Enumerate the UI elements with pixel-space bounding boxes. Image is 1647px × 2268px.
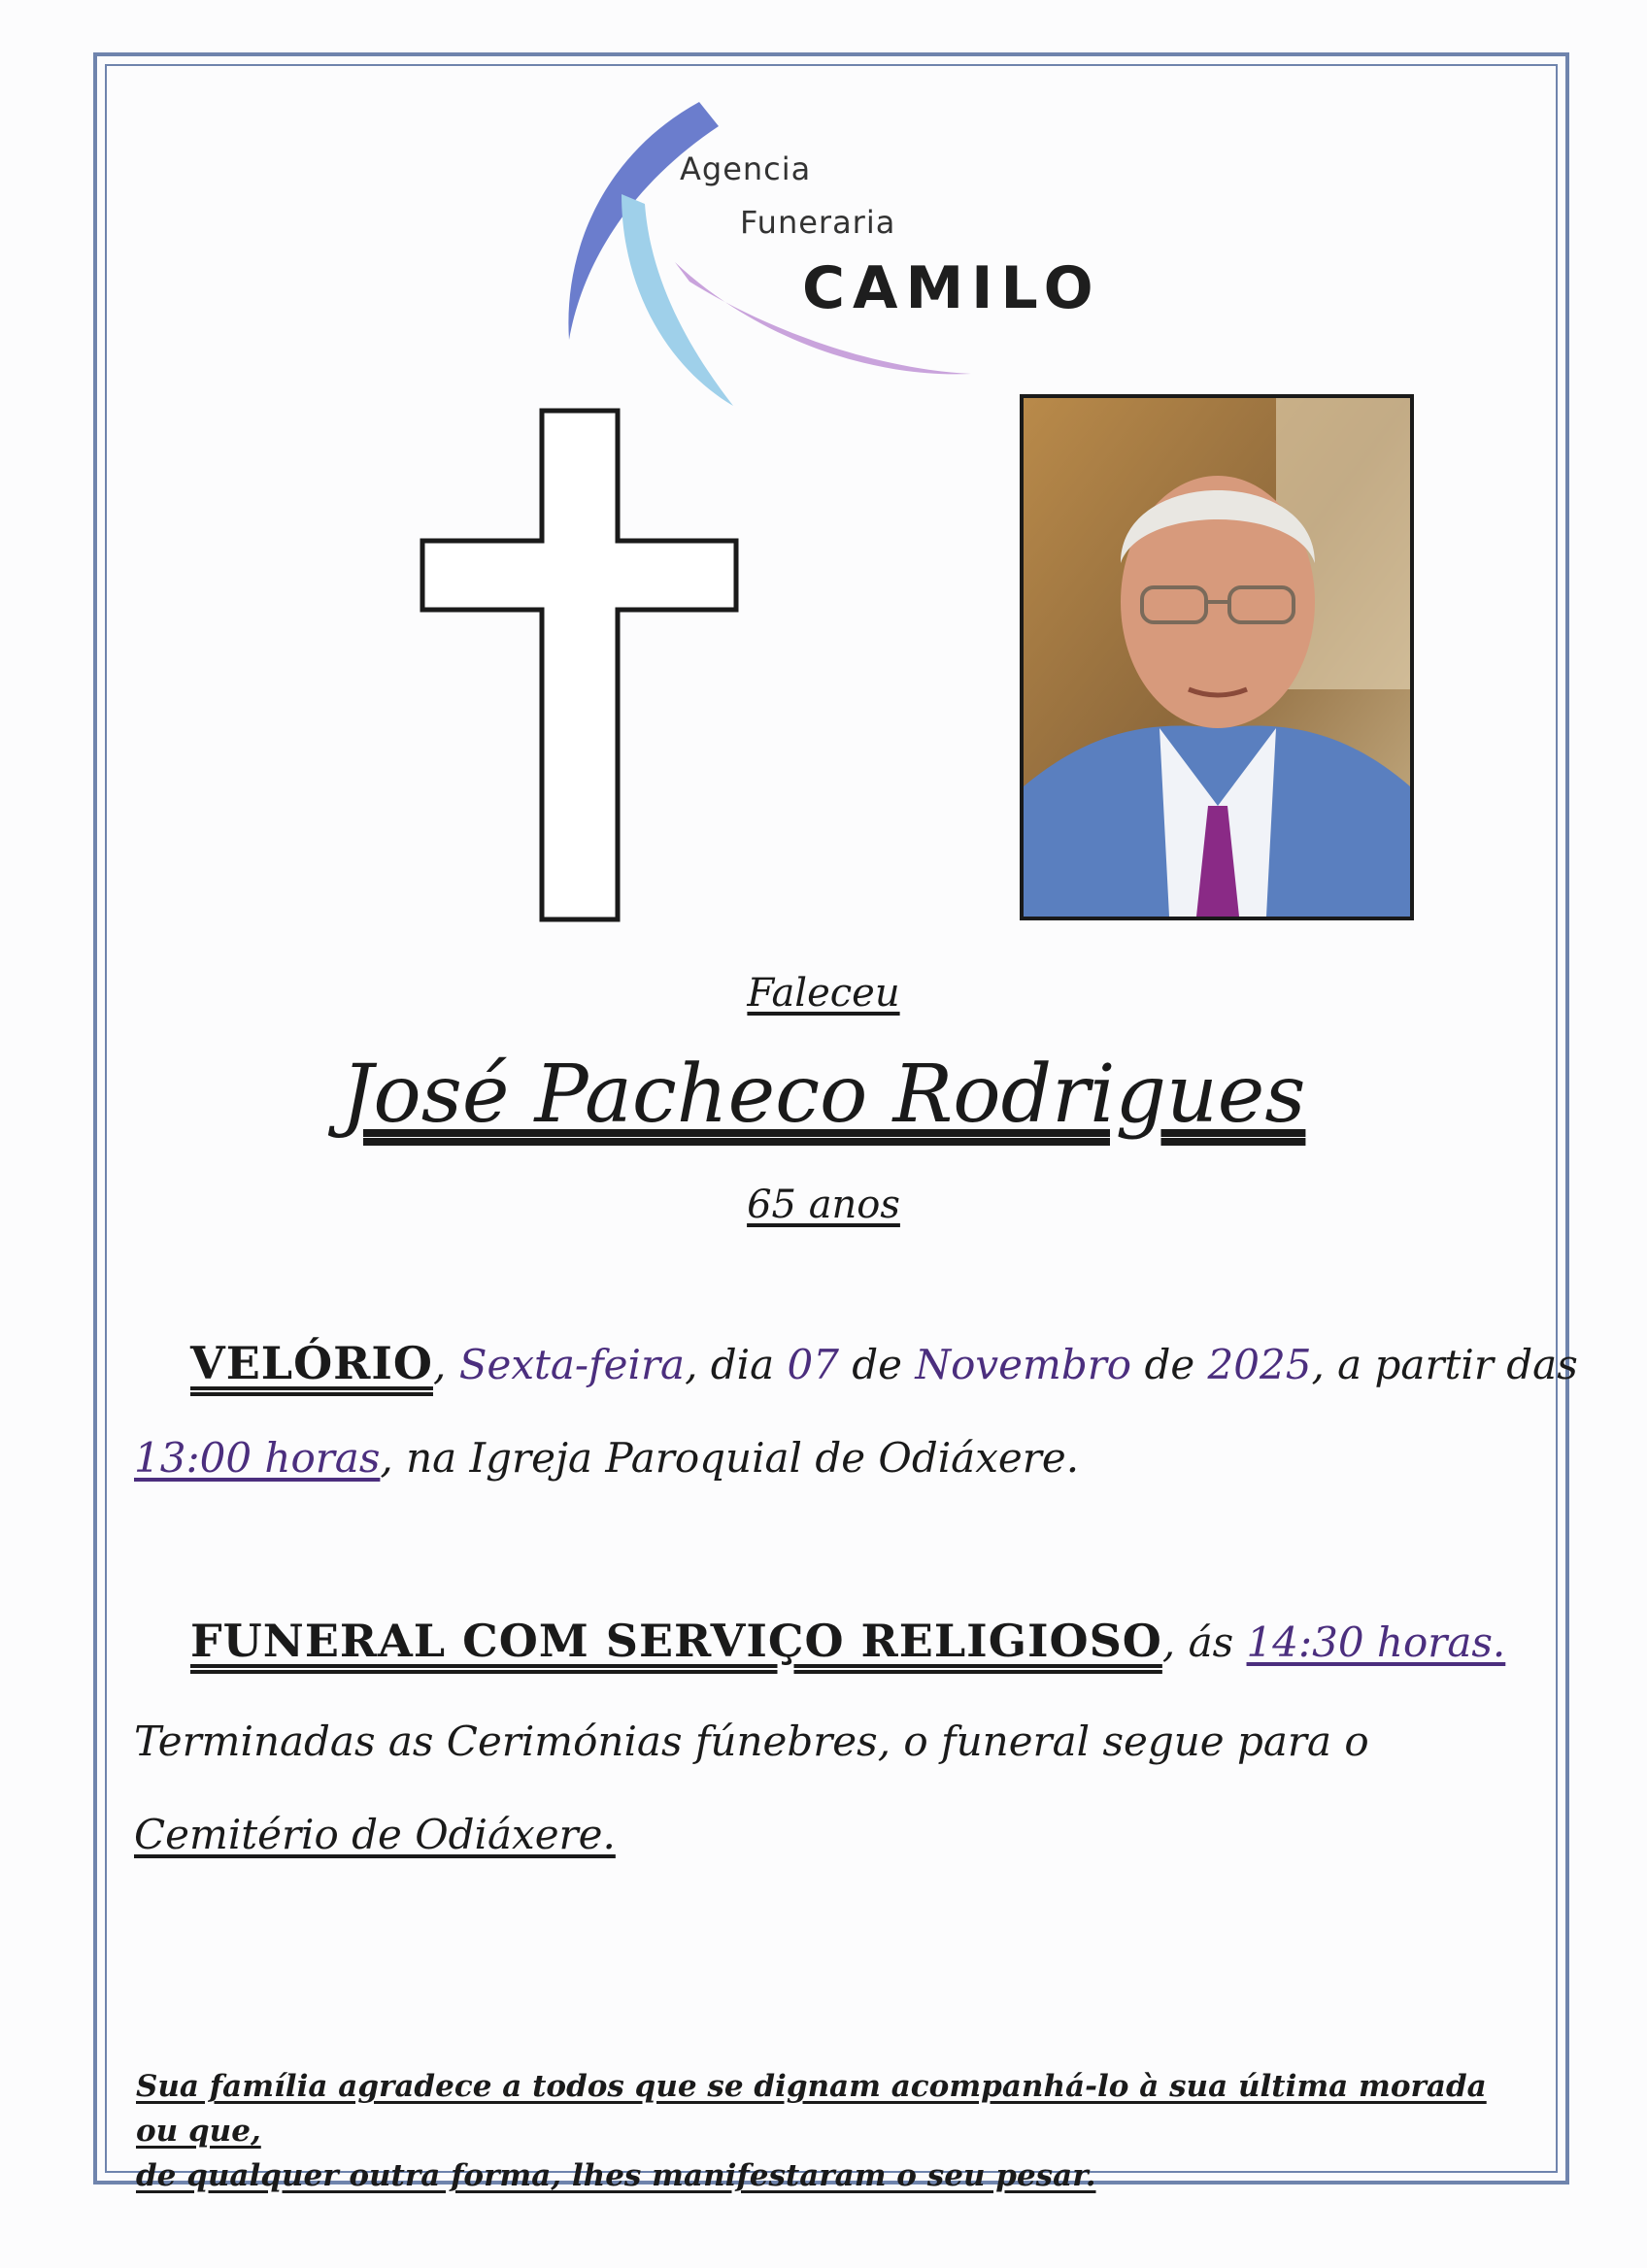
velorio-weekday: Sexta-feira <box>458 1341 686 1388</box>
funeral-destination-text: Terminadas as Cerimónias fúnebres, o funeral segue para o <box>134 1718 1369 1765</box>
family-thanks-footer <box>136 2064 1534 2198</box>
deceased-name: José Pacheco Rodrigues <box>341 1049 1306 1141</box>
faleceu-heading: Faleceu <box>747 971 900 1016</box>
funeral-paragraph <box>134 1594 1532 1689</box>
funeral-text: , ás <box>1161 1618 1247 1666</box>
funeral-label: FUNERAL COM SERVIÇO RELIGIOSO <box>190 1615 1162 1667</box>
logo-line-agencia: Agencia <box>680 150 812 187</box>
cemetery-name: Cemitério de Odiáxere. <box>134 1811 616 1858</box>
velorio-text: , a partir das <box>1311 1341 1578 1388</box>
funeral-destination-paragraph <box>134 1695 1513 1882</box>
velorio-text: , dia <box>685 1341 788 1388</box>
logo-line-funeraria: Funeraria <box>740 204 896 241</box>
velorio-month: Novembro <box>915 1341 1132 1388</box>
cross-icon <box>420 408 740 922</box>
velorio-year: 2025 <box>1207 1341 1312 1388</box>
velorio-paragraph <box>134 1317 1578 1505</box>
logo-line-camilo: CAMILO <box>802 254 1101 322</box>
velorio-location: , na Igreja Paroquial de Odiáxere. <box>380 1434 1080 1482</box>
velorio-text: , <box>432 1341 459 1388</box>
velorio-time: 13:00 horas <box>134 1434 381 1482</box>
funeral-time: 14:30 horas. <box>1246 1618 1506 1666</box>
velorio-label: VELÓRIO <box>190 1337 433 1389</box>
velorio-text: de <box>1131 1341 1208 1388</box>
portrait-photo <box>1020 394 1414 920</box>
footer-line-1: Sua família agradece a todos que se dignam acompanhá-lo à sua última morada ou que, <box>136 2069 1487 2149</box>
footer-line-2: de qualquer outra forma, lhes manifestaram o seu pesar. <box>136 2158 1096 2193</box>
velorio-day: 07 <box>787 1341 839 1388</box>
deceased-age: 65 anos <box>747 1183 900 1227</box>
velorio-text: de <box>838 1341 916 1388</box>
